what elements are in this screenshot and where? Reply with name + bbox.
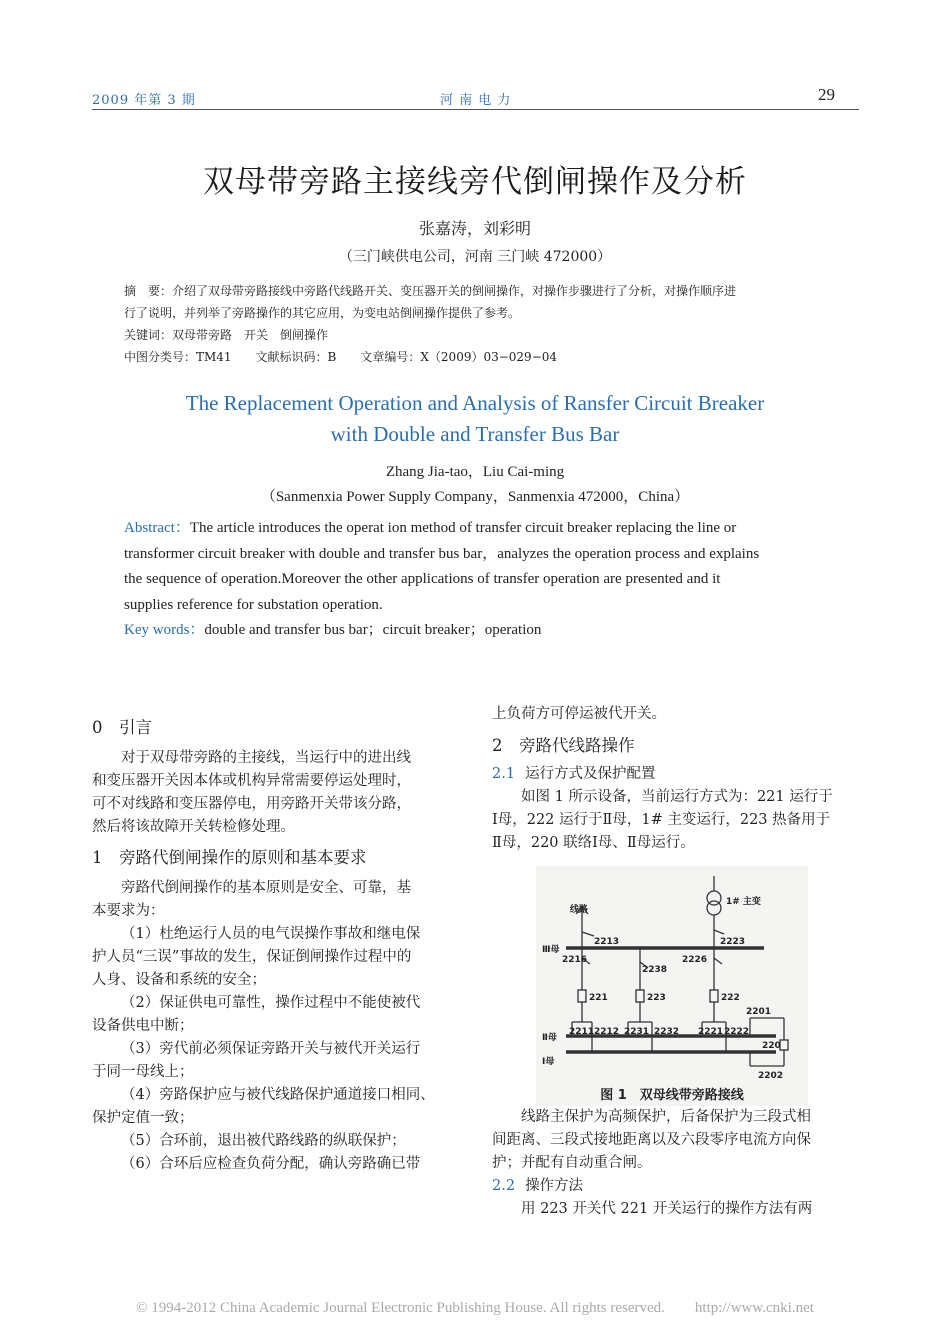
fig-label: 2216 <box>562 955 588 965</box>
fig-label: 2231 <box>624 1027 650 1037</box>
subsection-number: 2.2 <box>492 1178 516 1194</box>
section-0-heading: 0 引言 <box>92 718 152 737</box>
classification: 中图分类号：TM41 文献标识码：B 文章编号：X（2009）03−029−04 <box>124 350 558 364</box>
body-line: 对于双母带旁路的主接线，当运行中的进出线 <box>121 750 411 766</box>
list-item: （5）合环前，退出被代路线路的纵联保护； <box>121 1133 406 1149</box>
body-line: Ⅱ母，220 联络Ⅰ母、Ⅱ母运行。 <box>492 835 695 851</box>
title-en-line: with Double and Transfer Bus Bar <box>330 422 620 446</box>
abstract-cn-line: 摘 要：介绍了双母带旁路接线中旁路代线路开关、变压器开关的倒闸操作，对操作步骤进行了分析，对操作顺序进 <box>124 284 737 298</box>
right-column <box>492 703 860 855</box>
abstract-en-text: supplies reference for substation operation. <box>124 596 383 613</box>
fig-label: Ⅲ母 <box>542 945 560 955</box>
fig-label: 2222 <box>724 1027 750 1037</box>
body-line: 然后将该故障开关转检修处理。 <box>92 819 295 835</box>
abstract-en-text: transformer circuit breaker with double and transfer bus bar，analyzes the operation process and explains <box>124 545 760 562</box>
fig-label: 2226 <box>682 955 708 965</box>
body-line: 线路主保护为高频保护，后备保护为三段式相 <box>521 1109 811 1125</box>
body-line: 和变压器开关因本体或机构异常需要停运处理时， <box>92 773 411 789</box>
abstract-cn <box>124 280 844 368</box>
body-line: 护；并配有自动重合闸。 <box>492 1155 652 1171</box>
body-line: Ⅰ母，222 运行于Ⅱ母，1# 主变运行，223 热备用于 <box>492 812 831 828</box>
body-line: 设备供电中断； <box>92 1018 194 1034</box>
keywords-en-label: Key words： <box>124 622 205 638</box>
fig-label: 1# 主变 <box>726 897 761 907</box>
paper-title: 双母带旁路主接线旁代倒闸操作及分析 <box>203 164 747 200</box>
fig-label: 221 <box>589 993 608 1003</box>
subsection-2-2-heading <box>492 1175 860 1198</box>
page-number: 29 <box>818 85 835 104</box>
abstract-en-label: Abstract： <box>124 520 190 536</box>
subsection-title: 操作方法 <box>525 1178 584 1194</box>
body-line: 于同一母线上； <box>92 1064 194 1080</box>
body-line: 用 223 开关代 221 开关运行的操作方法有两 <box>521 1201 813 1217</box>
list-item: （1）杜绝运行人员的电气误操作事故和继电保 <box>121 926 421 942</box>
authors-cn: 张嘉涛，刘彩明 <box>418 219 531 238</box>
fig-label: 2213 <box>594 937 620 947</box>
fig-label: 2223 <box>720 937 746 947</box>
header-rule <box>92 109 859 110</box>
affiliation-cn: （三门峡供电公司，河南 三门峡 472000） <box>338 249 612 265</box>
subsection-number: 2.1 <box>492 766 516 782</box>
header-journal: 河 南 电 力 <box>440 93 512 108</box>
figure-1 <box>536 866 808 1106</box>
left-column <box>92 716 460 1176</box>
section-2-heading: 2 旁路代线路操作 <box>492 736 635 755</box>
fig-label: 2212 <box>594 1027 620 1037</box>
fig-label: 线路 <box>570 905 589 915</box>
abstract-en <box>124 516 828 644</box>
title-en-line: The Replacement Operation and Analysis of Ransfer Circuit Breaker <box>185 391 765 415</box>
right-column-lower <box>492 1106 860 1221</box>
body-line: 间距离、三段式接地距离以及六段零序电流方向保 <box>492 1132 811 1148</box>
affiliation-en: （Sanmenxia Power Supply Company，Sanmenxia 472000，China） <box>260 489 690 505</box>
body-line: 保护定值一致； <box>92 1110 194 1126</box>
abstract-en-text: the sequence of operation.Moreover the other applications of transfer operation are presented and it <box>124 571 721 587</box>
list-item: （3）旁代前必须保证旁路开关与被代开关运行 <box>121 1041 421 1057</box>
fig-label: 2221 <box>698 1027 724 1037</box>
fig-label: 2201 <box>746 1007 772 1017</box>
bus-diagram <box>536 866 808 1106</box>
body-line: 如图 1 所示设备，当前运行方式为：221 运行于 <box>521 789 833 805</box>
figure-caption: 图 1 双母线带旁路接线 <box>600 1088 744 1103</box>
fig-label: 222 <box>721 993 740 1003</box>
abstract-cn-line: 行了说明，并列举了旁路操作的其它应用，为变电站倒闸操作提供了参考。 <box>124 306 521 320</box>
body-line: 上负荷方可停运被代开关。 <box>492 706 666 722</box>
copyright-footer: © 1994-2012 China Academic Journal Electronic Publishing House. All rights reserved. http://www.cnki.net <box>136 1300 814 1316</box>
keywords-cn: 关键词：双母带旁路 开关 倒闸操作 <box>124 328 329 342</box>
fig-label: 2232 <box>654 1027 680 1037</box>
list-item: （2）保证供电可靠性，操作过程中不能使被代 <box>121 995 421 1011</box>
fig-label: 2211 <box>569 1027 595 1037</box>
fig-label: 223 <box>647 993 666 1003</box>
fig-label: 2238 <box>642 965 668 975</box>
body-line: 护人员“三误”事故的发生，保证倒闸操作过程中的 <box>92 949 412 965</box>
body-line: 旁路代倒闸操作的基本原则是安全、可靠，基 <box>121 880 411 896</box>
list-item: （6）合环后应检查负荷分配，确认旁路确已带 <box>121 1156 421 1172</box>
body-line: 人身、设备和系统的安全； <box>92 972 266 988</box>
subsection-title: 运行方式及保护配置 <box>525 766 656 782</box>
fig-label: Ⅱ母 <box>542 1033 557 1043</box>
subsection-2-1-heading <box>492 763 860 786</box>
fig-label: 2202 <box>758 1071 784 1081</box>
body-line: 本要求为： <box>92 903 165 919</box>
list-item: （4）旁路保护应与被代线路保护通道接口相同、 <box>121 1087 435 1103</box>
section-1-heading: 1 旁路代倒闸操作的原则和基本要求 <box>92 848 367 867</box>
fig-label: Ⅰ母 <box>542 1057 555 1067</box>
fig-label: 220 <box>762 1041 781 1051</box>
abstract-en-text: The article introduces the operat ion method of transfer circuit breaker replacing the line or <box>189 520 737 536</box>
keywords-en: double and transfer bus bar；circuit breaker；operation <box>204 622 542 638</box>
title-en <box>0 388 950 450</box>
authors-en: Zhang Jia-tao，Liu Cai-ming <box>385 464 565 480</box>
header-issue: 2009 年第 3 期 <box>92 93 196 108</box>
body-line: 可不对线路和变压器停电，用旁路开关带该分路， <box>92 796 411 812</box>
